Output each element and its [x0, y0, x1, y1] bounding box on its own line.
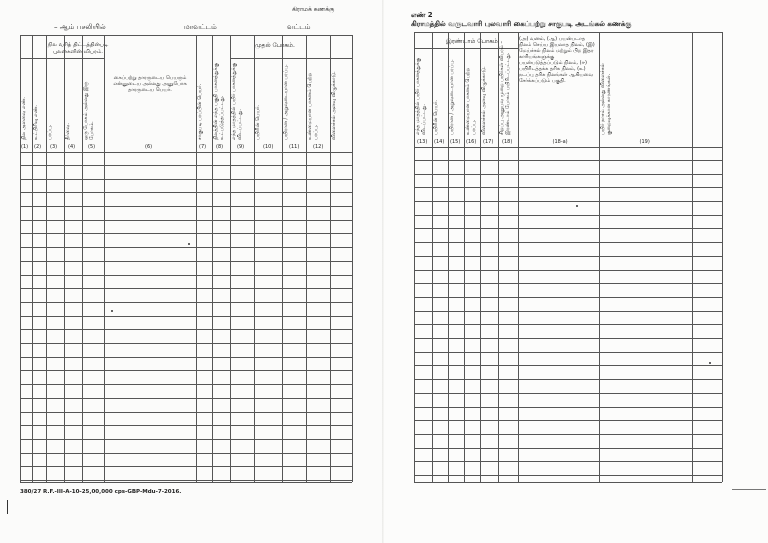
column-header-label: உண்மையான பாசனம் பெற்ற பரப்பு. [307, 73, 319, 140]
table-row-line [20, 453, 352, 454]
table-row-line [414, 338, 722, 339]
margin-mark [7, 500, 8, 514]
table-column-line [692, 32, 693, 482]
table-row-line [20, 206, 352, 207]
edge-shadow-line [732, 489, 766, 490]
table-row-line [414, 352, 722, 353]
table-column-line [352, 35, 353, 482]
table-row-line [414, 256, 722, 257]
table-row-line [20, 480, 352, 481]
table-row-line [414, 297, 722, 298]
right-page [384, 0, 768, 543]
table-row-line [414, 187, 722, 188]
table-row-line [20, 343, 352, 344]
ink-dot [576, 205, 578, 207]
table-row-line [20, 192, 352, 193]
table-row-line [414, 228, 722, 229]
column-number: (6) [145, 144, 153, 150]
table-row-line [20, 425, 352, 426]
column-header-label: தீர்வை. [65, 123, 71, 140]
column-header-label: எந்த மாதத்தில் பயிர் பாசனத்துக்கு விடப்பட்டது. [415, 57, 427, 135]
column-header-label: பயிரின் பெயர். [433, 100, 439, 135]
column-number: (4) [68, 144, 76, 150]
column-header-label: பரப்பு. [47, 124, 53, 140]
village-label: – ஆம் பசலியில் [54, 23, 106, 31]
table-row-line [414, 365, 722, 366]
column-number: (17) [483, 139, 494, 145]
table-row-line [414, 242, 722, 243]
ink-dot [111, 310, 113, 312]
table-row-line [20, 261, 352, 262]
table-row-line [20, 275, 352, 276]
column-header-label: விளைச்சல் அளவு விழுக்காடு. [481, 66, 487, 135]
column-header-label: சாகுபடி பரப்பின் பெயர். [197, 83, 203, 140]
column-number: (2) [34, 144, 42, 150]
column-header-label: கைப்பற்று தாரருடைய பெயரும் என்னுடைய அல்லது அனுபோக தாரருடைய பெயர். [113, 75, 187, 93]
form-number: எண் 2 [411, 11, 433, 19]
column-number: (10) [263, 144, 274, 150]
table-row-line [20, 412, 352, 413]
table-row-line [20, 220, 352, 221]
table-row-line [20, 247, 352, 248]
ink-dot [188, 243, 190, 245]
table-row-line [20, 384, 352, 385]
table-row-line [20, 439, 352, 440]
column-number: (18-a) [552, 139, 568, 145]
table-row-line [20, 398, 352, 399]
table-column-line [518, 32, 519, 482]
table-row-line [20, 466, 352, 467]
column-number: (5) [88, 144, 96, 150]
table-top-border [414, 32, 722, 33]
column-number: (16) [466, 139, 477, 145]
column-header-label: விளைச்சல் அளவு விழுக்காடு. [331, 71, 337, 140]
table-row-line [414, 174, 722, 175]
group-header-1: நில வரித் திட்டத்தின்படி புலன்களின் விபரம். [47, 42, 109, 55]
column-header-label: பயிரான / அறுவடையான பரப்பு. [283, 64, 289, 140]
column-number: (9) [237, 144, 245, 150]
column-header-label: நில அளவை எண். [21, 97, 27, 140]
table-row-line [414, 283, 722, 284]
column-header-label: நிலத்தின் எந்த பகுதி பாசனத்துக்கு உட்படுத்தப்பட்டது. [213, 62, 225, 140]
table-bottom-border [414, 482, 722, 483]
table-row-line [414, 461, 722, 462]
table-column-line [722, 32, 723, 482]
column-number: (7) [199, 144, 207, 150]
table-row-line [414, 434, 722, 435]
column-number: (12) [313, 144, 324, 150]
table-row-line [20, 179, 352, 180]
table-row-line [414, 324, 722, 325]
table-row-line [414, 270, 722, 271]
header-bottom-border [20, 152, 352, 153]
column-header-label: ஒரு போகம் அல்லது இரு போகம். [83, 81, 95, 140]
column-header-label: பயிரான / அறுவடையான பரப்பு. [449, 59, 455, 135]
column-number: (19) [639, 139, 650, 145]
table-row-line [414, 160, 722, 161]
ink-dot [709, 362, 711, 364]
table-row-line [20, 357, 352, 358]
column-header-label: உட்பிரிவு எண். [33, 105, 39, 140]
table-row-line [20, 165, 352, 166]
table-top-border [20, 35, 352, 36]
table-row-line [414, 215, 722, 216]
column-number: (18) [502, 139, 513, 145]
column-number: (15) [450, 139, 461, 145]
column-header-label: (அ) வனம், (ஆ) பயன்படாத நிலம் செய்ய இயலாத நிலம், (இ) மேய்ச்சல் நிலம் மற்றும் பிற இதர காரியங்களுக்கு பயன்படுத்தப்படும் நிலம், (ஈ) பயிரிடத்தக்க தரிசு நிலம், (உ) நடப்பு தரிசு நிலங்கள் ஆகியவை சேர்க்கப்படும் பகுதி. [519, 36, 595, 84]
column-header-label: எந்த மாதத்தில் பயிர் பாசனத்துக்கு விடப்பட்டது. [231, 62, 243, 140]
column-number: (1) [21, 144, 29, 150]
column-header-label: உண்மையான பாசனம் பெற்ற பரப்பு. [465, 68, 477, 135]
table-row-line [414, 407, 722, 408]
table-row-line [20, 233, 352, 234]
column-header-label: பயிர் நாசம் அல்லது விளைச்சல் குறைவுக்கான காரணங்கள். [600, 63, 612, 135]
column-number: (13) [417, 139, 428, 145]
table-row-line [414, 379, 722, 380]
table-row-line [414, 393, 722, 394]
table-row-line [20, 302, 352, 303]
column-number: (3) [50, 144, 58, 150]
top-right-title: கிராமக் கணக்கு [292, 6, 335, 13]
district-label: மாவட்டம் [184, 23, 217, 31]
table-row-line [414, 311, 722, 312]
taluk-label: வட்டம் [287, 23, 311, 31]
table-row-line [20, 316, 352, 317]
column-number: (11) [289, 144, 300, 150]
footer-text: 380/27 R.F.-III-A-10-25,00,000 cps-GBP-Mdu-7-2016. [20, 489, 182, 495]
table-row-line [414, 448, 722, 449]
column-header-label: பயிரின் பெயர். [255, 105, 261, 140]
column-header-label: சிறப்பு அனுபவ முறை பயிர்கள் விபரம் – இரண்டாம் போகம் பயிரிடப்பட்டது. [499, 41, 511, 135]
header-bottom-border [414, 147, 722, 148]
table-row-line [20, 370, 352, 371]
form-title: கிராமத்தில் வருடவாரி புலவாரி கைப்பற்று சாகுபடி அடங்கல் கணக்கு [411, 20, 632, 28]
table-row-line [414, 420, 722, 421]
group-header-3: இரண்டாம் போகம். [446, 38, 500, 45]
table-bottom-border [20, 482, 352, 483]
column-number: (14) [434, 139, 445, 145]
group-header-2: முதல் போகம். [255, 42, 295, 49]
table-row-line [414, 475, 722, 476]
column-number: (8) [216, 144, 224, 150]
table-row-line [20, 329, 352, 330]
table-row-line [20, 288, 352, 289]
table-column-line [104, 35, 105, 482]
table-row-line [414, 201, 722, 202]
